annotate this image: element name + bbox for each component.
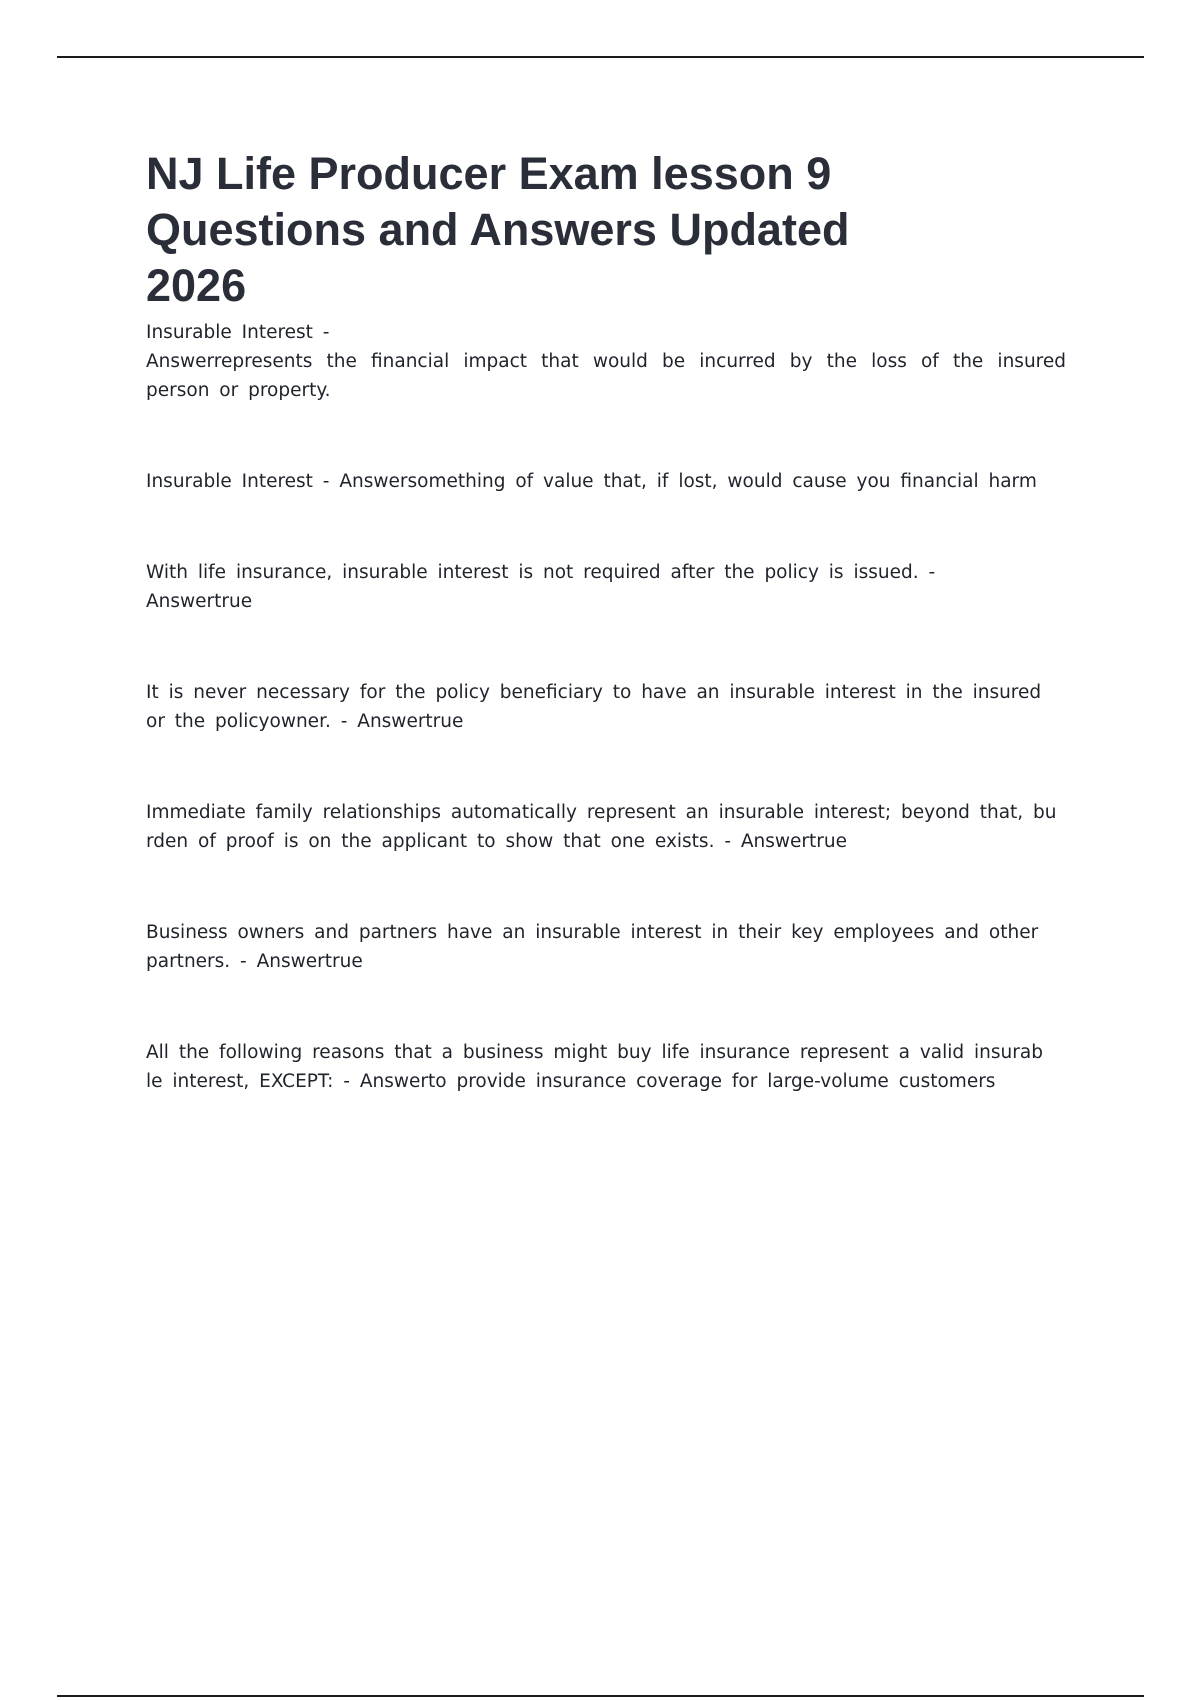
qa-list [146,318,1066,1096]
qa-item-3: With life insurance, insurable interest is not required after the policy is issued. - Answertrue [146,562,936,612]
bottom-divider [57,1695,1144,1697]
document-body [146,146,1066,1096]
top-divider [57,56,1144,58]
qa-item-4: It is never necessary for the policy beneficiary to have an insurable interest in the insured or the policyowner. - Answertrue [146,682,1042,732]
qa-item-2: Insurable Interest - Answersomething of value that, if lost, would cause you financial harm [146,471,1037,492]
document-title: NJ Life Producer Exam lesson 9 Questions and Answers Updated 2026 [146,148,850,311]
qa-item-7: All the following reasons that a business might buy life insurance represent a valid insurab le interest, EXCEPT: - Answerto provide insurance coverage for large-volume customers [146,1042,1043,1092]
qa-item-6: Business owners and partners have an insurable interest in their key employees and other partners. - Answertrue [146,922,1039,972]
qa-item-5: Immediate family relationships automatically represent an insurable interest; beyond that, bu rden of proof is on the applicant to show that one exists. - Answertrue [146,802,1057,852]
qa-item-1: Insurable Interest - Answerrepresents the financial impact that would be incurred by the loss of the insured person or property. [146,322,1066,401]
